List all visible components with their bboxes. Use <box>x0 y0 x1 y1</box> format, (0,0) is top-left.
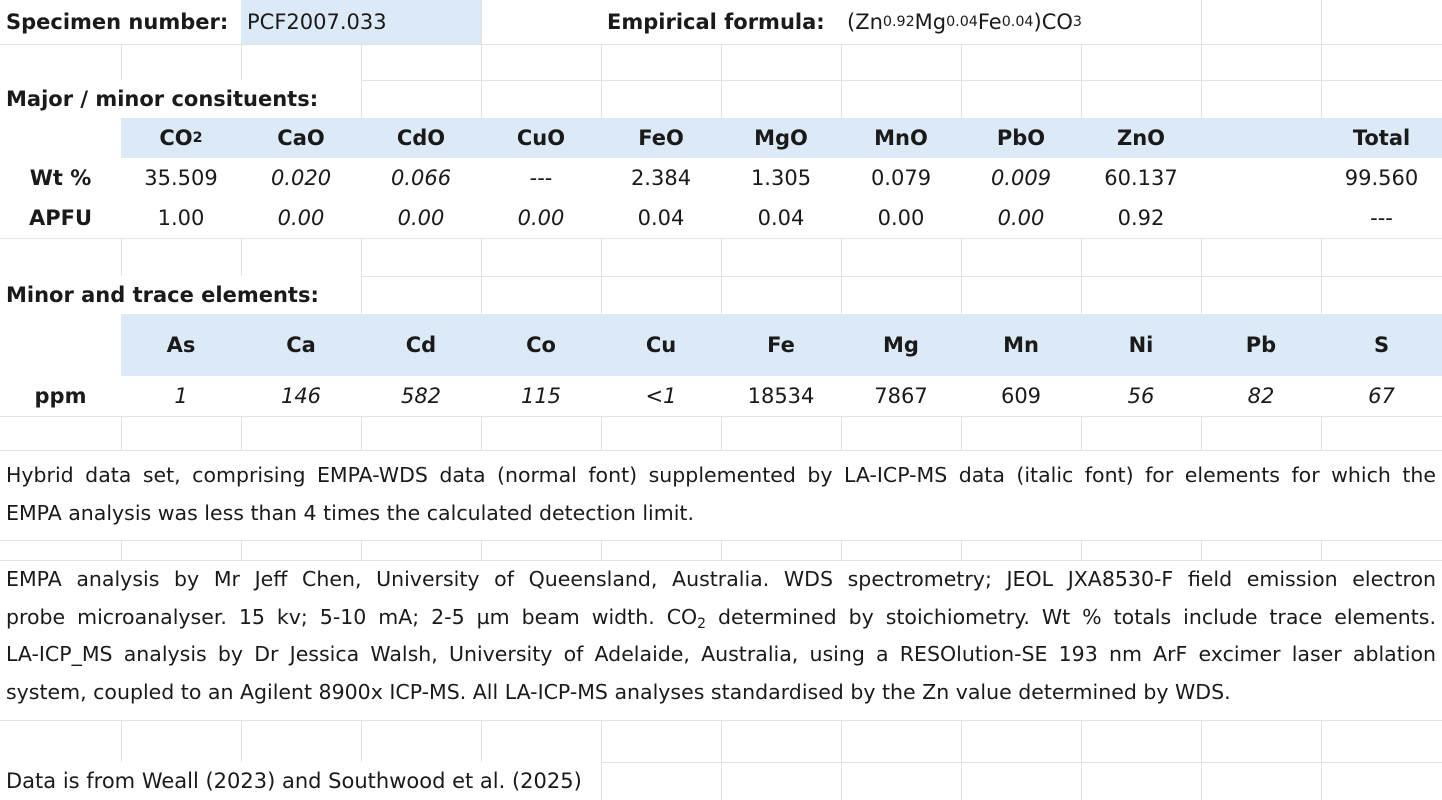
formula-value: (Zn 0.92 Mg 0.04 Fe 0.04 )CO 3 <box>841 0 1201 44</box>
major-value-text: 0.00 <box>277 206 325 230</box>
trace-value-text: 18534 <box>747 384 815 408</box>
major-value-text: 0.020 <box>270 166 332 190</box>
major-value-cell <box>721 198 841 238</box>
trace-value-cell <box>1201 376 1321 416</box>
major-header-cell <box>361 118 481 158</box>
major-section-title-text: Major / minor consituents: <box>6 87 319 111</box>
major-value-text: 0.00 <box>517 206 565 230</box>
trace-value-text: 56 <box>1127 384 1155 408</box>
note-line: EMPA analysis was less than 4 times the calculated detection limit. <box>6 500 694 525</box>
specimen-label <box>0 0 241 44</box>
gridline-horizontal <box>0 416 1442 417</box>
formula-label-text: Empirical formula: <box>607 10 825 34</box>
major-section-title <box>0 80 361 118</box>
major-value-cell <box>361 198 481 238</box>
note-text: determined by stoichiometry. Wt % totals include trace elements. <box>706 604 1437 629</box>
major-header-cell <box>1081 118 1201 158</box>
major-value-cell <box>601 198 721 238</box>
trace-value-cell <box>241 376 361 416</box>
major-value-text: 0.00 <box>397 206 445 230</box>
major-value-text: --- <box>1370 206 1393 230</box>
trace-header-text: Ni <box>1128 333 1154 357</box>
trace-value-text: 582 <box>400 384 442 408</box>
trace-value-cell <box>601 376 721 416</box>
note-line <box>6 599 1436 637</box>
gridline-horizontal <box>0 238 1442 239</box>
major-value-cell <box>121 158 241 198</box>
trace-header-cell <box>241 314 361 376</box>
trace-header-cell <box>1201 314 1321 376</box>
trace-row-label <box>0 376 121 416</box>
major-header-text: MnO <box>874 126 928 150</box>
gridline-horizontal <box>0 44 1442 45</box>
major-value-cell <box>481 198 601 238</box>
trace-value-text: <1 <box>645 384 677 408</box>
trace-value-text: 1 <box>174 384 188 408</box>
major-value-cell <box>841 198 961 238</box>
major-value-text: 0.04 <box>757 206 805 230</box>
trace-value-cell <box>481 376 601 416</box>
trace-header-text: S <box>1373 333 1390 357</box>
major-value-text: 0.079 <box>870 166 932 190</box>
formula-label <box>601 0 841 44</box>
major-value-cell <box>1321 198 1442 238</box>
major-value-cell <box>1201 198 1321 238</box>
trace-value-cell <box>841 376 961 416</box>
trace-value-cell <box>361 376 481 416</box>
trace-header-cell <box>841 314 961 376</box>
major-value-cell <box>601 158 721 198</box>
major-row-label <box>0 158 121 198</box>
trace-header-cell <box>721 314 841 376</box>
major-value-text: --- <box>529 166 553 190</box>
note-line: EMPA analysis by Mr Jeff Chen, University of Queensland, Australia. WDS spectrometry; JEOL JXA8530-F field emission electron <box>6 567 1436 591</box>
formula-part: Mg <box>914 10 947 34</box>
major-value-text: 0.00 <box>877 206 925 230</box>
trace-section-title-text: Minor and trace elements: <box>6 283 319 307</box>
specimen-value[interactable] <box>241 0 481 44</box>
note-line: LA-ICP_MS analysis by Dr Jessica Walsh, University of Adelaide, Australia, using a RESOlution-SE 193 nm ArF excimer laser ablation <box>6 642 1436 666</box>
note-line: Hybrid data set, comprising EMPA-WDS data (normal font) supplemented by LA-ICP-MS data (italic font) for elements for which the <box>6 463 1436 487</box>
trace-header-text: Mn <box>1003 333 1039 357</box>
major-header-cell <box>721 118 841 158</box>
trace-header-cell <box>121 314 241 376</box>
trace-header-text: As <box>166 333 196 357</box>
trace-value-text: 82 <box>1247 384 1275 408</box>
major-header-cell: CO 2 <box>121 118 241 158</box>
major-value-cell <box>1201 158 1321 198</box>
trace-section-title <box>0 276 361 314</box>
major-value-text: 35.509 <box>144 166 218 190</box>
major-value-cell <box>721 158 841 198</box>
specimen-label-text: Specimen number: <box>6 10 229 34</box>
major-header-text: ZnO <box>1116 126 1166 150</box>
trace-header-cell <box>961 314 1081 376</box>
note-line: system, coupled to an Agilent 8900x ICP-MS. All LA-ICP-MS analyses standardised by the Zn value determined by WDS. <box>6 679 1231 704</box>
trace-header-text: Co <box>526 333 556 357</box>
major-value-text: 0.066 <box>390 166 452 190</box>
major-header-text: CdO <box>396 126 446 150</box>
major-value-cell <box>841 158 961 198</box>
major-value-text: 99.560 <box>1344 166 1419 190</box>
trace-header-cell <box>1321 314 1442 376</box>
major-header-text: CaO <box>277 126 325 150</box>
major-header-text: CO <box>159 126 193 150</box>
formula-part: )CO <box>1033 10 1073 34</box>
note-subscript: 2 <box>697 615 707 632</box>
major-value-text: 1.00 <box>157 206 205 230</box>
major-row-label-text: APFU <box>28 206 93 230</box>
major-value-text: 0.00 <box>997 206 1045 230</box>
major-value-text: 2.384 <box>630 166 692 190</box>
source-cell <box>0 762 601 800</box>
major-header-corner <box>0 118 121 158</box>
major-header-text: Total <box>1352 126 1411 150</box>
major-value-cell <box>361 158 481 198</box>
trace-value-cell <box>121 376 241 416</box>
trace-value-cell <box>721 376 841 416</box>
major-value-cell <box>961 198 1081 238</box>
major-header-cell <box>481 118 601 158</box>
trace-value-text: 67 <box>1368 384 1395 408</box>
major-value-text: 60.137 <box>1104 166 1178 190</box>
major-value-text: 1.305 <box>750 166 812 190</box>
trace-header-cell <box>1081 314 1201 376</box>
major-row-label-text: Wt % <box>29 166 92 190</box>
trace-row-label-text: ppm <box>34 384 87 408</box>
major-header-text: CuO <box>516 126 566 150</box>
formula-part: Fe <box>977 10 1002 34</box>
major-header-text: PbO <box>996 126 1046 150</box>
major-header-cell <box>601 118 721 158</box>
trace-header-corner <box>0 314 121 376</box>
major-header-cell <box>1321 118 1442 158</box>
gridline-horizontal <box>0 720 1442 721</box>
trace-header-text: Cu <box>645 333 677 357</box>
trace-header-cell <box>601 314 721 376</box>
trace-value-text: 609 <box>1000 384 1042 408</box>
trace-value-text: 7867 <box>874 384 928 408</box>
major-header-text: MgO <box>754 126 808 150</box>
major-row-label <box>0 198 121 238</box>
note-text: probe microanalyser. 15 kv; 5-10 mA; 2-5 µm beam width. CO <box>6 604 698 629</box>
major-header-cell <box>1201 118 1321 158</box>
trace-header-text: Ca <box>286 333 316 357</box>
trace-value-cell <box>1321 376 1442 416</box>
empa-note <box>0 561 1442 720</box>
major-value-cell <box>241 158 361 198</box>
major-value-cell <box>481 158 601 198</box>
trace-header-text: Mg <box>883 333 919 357</box>
trace-header-text: Cd <box>405 333 437 357</box>
hybrid-note <box>0 451 1442 540</box>
major-value-cell <box>241 198 361 238</box>
major-value-cell <box>1321 158 1442 198</box>
trace-header-text: Pb <box>1245 333 1277 357</box>
major-value-text: 0.04 <box>637 206 685 230</box>
major-value-cell <box>121 198 241 238</box>
major-header-text: FeO <box>638 126 684 150</box>
formula-part: (Zn <box>847 10 883 34</box>
major-value-cell <box>961 158 1081 198</box>
trace-header-cell <box>361 314 481 376</box>
trace-header-text: Fe <box>767 333 795 357</box>
trace-value-text: 146 <box>280 384 322 408</box>
major-header-cell <box>841 118 961 158</box>
trace-header-cell <box>481 314 601 376</box>
major-value-text: 0.92 <box>1117 206 1165 230</box>
trace-value-cell <box>961 376 1081 416</box>
source-text: Data is from Weall (2023) and Southwood et al. (2025) <box>6 769 582 793</box>
specimen-value-text: PCF2007.033 <box>247 10 387 34</box>
major-header-cell <box>241 118 361 158</box>
trace-value-text: 115 <box>520 384 562 408</box>
trace-value-cell <box>1081 376 1201 416</box>
major-header-cell <box>961 118 1081 158</box>
gridline-horizontal <box>0 540 1442 541</box>
major-value-cell <box>1081 198 1201 238</box>
major-value-text: 0.009 <box>990 166 1052 190</box>
major-value-cell <box>1081 158 1201 198</box>
